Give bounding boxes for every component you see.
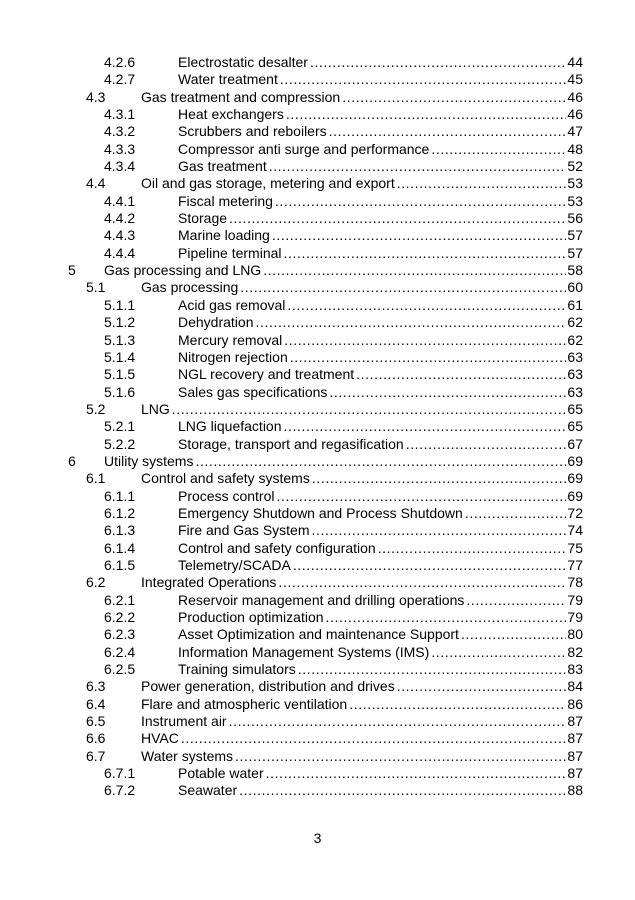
toc-entry-number: 6.1.1 xyxy=(104,487,136,504)
toc-entry-line xyxy=(178,505,583,522)
toc-entry[interactable] xyxy=(0,470,635,487)
toc-entry-page: 62 xyxy=(567,314,583,331)
dot-leader xyxy=(181,730,567,747)
toc-entry-number: 5.1.5 xyxy=(104,366,136,383)
toc-entry-title: Information Management Systems (IMS) xyxy=(178,643,430,660)
toc-entry-number: 6.7 xyxy=(86,747,106,764)
toc-entry-number: 5.2.1 xyxy=(104,418,136,435)
toc-entry-title: Training simulators xyxy=(178,661,296,678)
toc-entry-line xyxy=(104,262,583,279)
toc-entry[interactable] xyxy=(0,175,635,192)
toc-entry-number: 4.3.4 xyxy=(104,158,136,175)
toc-entry-page: 79 xyxy=(567,591,583,608)
dot-leader xyxy=(397,678,567,695)
toc-entry-title: Asset Optimization and maintenance Support xyxy=(178,626,459,643)
toc-entry-line xyxy=(178,314,583,331)
toc-entry-line xyxy=(141,730,583,747)
toc-entry-page: 67 xyxy=(567,435,583,452)
toc-entry-line xyxy=(141,470,583,487)
toc-entry-number: 6.1.5 xyxy=(104,556,136,573)
dot-leader xyxy=(378,540,567,557)
toc-entry-line xyxy=(141,748,583,765)
toc-entry[interactable] xyxy=(0,609,635,626)
dot-leader xyxy=(342,89,566,106)
toc-entry-line xyxy=(178,227,583,244)
dot-leader xyxy=(312,470,567,487)
dot-leader xyxy=(465,505,567,522)
toc-entry-number: 6.1.3 xyxy=(104,522,136,539)
toc-entry[interactable] xyxy=(0,713,635,730)
toc-entry-line xyxy=(178,418,583,435)
toc-entry-title: Flare and atmospheric ventilation xyxy=(141,695,348,712)
toc-entry-page: 83 xyxy=(567,661,583,678)
toc-entry[interactable] xyxy=(0,592,635,609)
toc-entry-line xyxy=(178,609,583,626)
toc-entry-number: 6.5 xyxy=(86,713,106,730)
toc-entry-number: 4.3.3 xyxy=(104,140,136,157)
toc-entry-line xyxy=(141,678,583,695)
toc-entry-number: 5.1 xyxy=(86,279,106,296)
toc-entry[interactable] xyxy=(0,765,635,782)
toc-entry-number: 5.1.4 xyxy=(104,348,136,365)
toc-entry-title: Heat exchangers xyxy=(178,106,284,123)
toc-entry-page: 62 xyxy=(567,331,583,348)
toc-entry-number: 5.2.2 xyxy=(104,435,136,452)
toc-entry[interactable] xyxy=(0,782,635,799)
dot-leader xyxy=(461,626,566,643)
toc-entry-line xyxy=(141,574,583,591)
toc-entry-title: LNG liquefaction xyxy=(178,418,282,435)
toc-entry-line xyxy=(178,488,583,505)
dot-leader xyxy=(276,488,566,505)
toc-entry-title: Gas treatment and compression xyxy=(141,88,341,105)
dot-leader xyxy=(312,522,567,539)
toc-entry-line xyxy=(178,123,583,140)
dot-leader xyxy=(263,262,566,279)
table-of-contents xyxy=(0,54,635,800)
toc-entry-line xyxy=(141,89,583,106)
toc-entry-title: Control and safety systems xyxy=(141,470,310,487)
toc-entry-page: 57 xyxy=(567,244,583,261)
toc-entry-title: Utility systems xyxy=(104,452,194,469)
toc-entry-line xyxy=(141,713,583,730)
toc-entry-page: 65 xyxy=(567,418,583,435)
toc-entry-number: 6.3 xyxy=(86,678,106,695)
dot-leader xyxy=(235,748,566,765)
toc-entry-line xyxy=(141,175,583,192)
toc-entry-title: Scrubbers and reboilers xyxy=(178,123,327,140)
dot-leader xyxy=(240,279,566,296)
dot-leader xyxy=(466,592,566,609)
toc-entry-title: Compressor anti surge and performance xyxy=(178,140,430,157)
dot-leader xyxy=(172,401,567,418)
dot-leader xyxy=(266,765,567,782)
toc-entry[interactable] xyxy=(0,401,635,418)
toc-entry[interactable] xyxy=(0,488,635,505)
toc-entry-number: 6.6 xyxy=(86,730,106,747)
toc-entry-line xyxy=(178,54,583,71)
dot-leader xyxy=(278,574,566,591)
toc-entry-line xyxy=(178,661,583,678)
dot-leader xyxy=(431,141,566,158)
toc-entry[interactable] xyxy=(0,644,635,661)
toc-entry-page: 87 xyxy=(567,713,583,730)
toc-entry-line xyxy=(178,210,583,227)
toc-entry-number: 6.2.5 xyxy=(104,661,136,678)
toc-entry-page: 82 xyxy=(567,643,583,660)
toc-entry-line xyxy=(178,436,583,453)
toc-entry-page: 78 xyxy=(567,574,583,591)
toc-entry-page: 69 xyxy=(567,470,583,487)
toc-entry-line xyxy=(141,696,583,713)
toc-entry[interactable] xyxy=(0,227,635,244)
page-number: 3 xyxy=(313,830,322,846)
toc-entry-title: Oil and gas storage, metering and export xyxy=(141,175,395,192)
toc-entry[interactable] xyxy=(0,384,635,401)
toc-entry-line xyxy=(178,626,583,643)
toc-entry-page: 52 xyxy=(567,158,583,175)
toc-entry-line xyxy=(104,453,583,470)
toc-entry-number: 4.3 xyxy=(86,88,106,105)
toc-entry[interactable] xyxy=(0,193,635,210)
toc-entry-number: 6 xyxy=(68,452,76,469)
toc-entry-page: 53 xyxy=(567,192,583,209)
dot-leader xyxy=(287,297,566,314)
toc-entry-title: LNG xyxy=(141,400,170,417)
toc-entry-page: 63 xyxy=(567,366,583,383)
toc-entry-number: 6.2.4 xyxy=(104,643,136,660)
dot-leader xyxy=(256,314,567,331)
toc-entry[interactable] xyxy=(0,678,635,695)
toc-entry-number: 6.4 xyxy=(86,695,106,712)
toc-entry-title: Nitrogen rejection xyxy=(178,348,288,365)
toc-entry-title: Mercury removal xyxy=(178,331,283,348)
toc-entry-title: Gas treatment xyxy=(178,158,267,175)
toc-entry-line xyxy=(178,297,583,314)
toc-entry-number: 6.1.2 xyxy=(104,504,136,521)
toc-entry[interactable] xyxy=(0,297,635,314)
dot-leader xyxy=(329,384,566,401)
dot-leader xyxy=(397,175,567,192)
toc-entry-number: 5.1.6 xyxy=(104,383,136,400)
toc-entry-page: 72 xyxy=(567,504,583,521)
dot-leader xyxy=(329,123,567,140)
toc-entry[interactable] xyxy=(0,71,635,88)
toc-entry-page: 79 xyxy=(567,609,583,625)
toc-entry[interactable] xyxy=(0,540,635,557)
toc-entry-line xyxy=(178,540,583,557)
toc-entry-number: 4.4.4 xyxy=(104,244,136,261)
toc-entry[interactable] xyxy=(0,89,635,106)
dot-leader xyxy=(239,782,566,799)
toc-entry-page: 87 xyxy=(567,765,583,782)
dot-leader xyxy=(195,453,566,470)
toc-entry-title: Storage, transport and regasification xyxy=(178,435,404,452)
dot-leader xyxy=(293,557,567,574)
toc-entry-line xyxy=(178,141,583,158)
toc-entry[interactable] xyxy=(0,314,635,331)
toc-entry-page: 56 xyxy=(567,210,583,227)
toc-entry-page: 80 xyxy=(567,626,583,643)
toc-entry-title: Water systems xyxy=(141,747,234,764)
toc-entry-page: 86 xyxy=(567,695,583,712)
toc-entry[interactable] xyxy=(0,332,635,349)
dot-leader xyxy=(275,193,567,210)
toc-entry-title: Telemetry/SCADA xyxy=(178,556,291,573)
toc-entry[interactable] xyxy=(0,748,635,765)
toc-entry-number: 4.4.3 xyxy=(104,227,136,244)
toc-entry-page: 69 xyxy=(567,487,583,504)
toc-entry-line xyxy=(178,245,583,262)
dot-leader xyxy=(269,158,567,175)
toc-entry-title: Power generation, distribution and drives xyxy=(141,678,395,695)
dot-leader xyxy=(298,661,567,678)
toc-entry-page: 88 xyxy=(567,782,583,799)
toc-entry[interactable] xyxy=(0,661,635,678)
toc-entry-number: 4.4 xyxy=(86,175,106,192)
dot-leader xyxy=(286,106,567,123)
toc-entry[interactable] xyxy=(0,418,635,435)
toc-entry-title: Marine loading xyxy=(178,227,270,244)
toc-entry-page: 87 xyxy=(567,730,583,747)
toc-entry-page: 63 xyxy=(567,348,583,365)
dot-leader xyxy=(229,210,566,227)
toc-entry-line xyxy=(178,158,583,175)
toc-entry-page: 46 xyxy=(567,106,583,123)
toc-entry[interactable] xyxy=(0,366,635,383)
toc-entry-title: Fire and Gas System xyxy=(178,522,310,539)
toc-entry-line xyxy=(178,644,583,661)
toc-entry-title: Seawater xyxy=(178,782,238,799)
toc-entry-page: 44 xyxy=(567,54,583,70)
dot-leader xyxy=(310,54,566,71)
toc-entry-title: Electrostatic desalter xyxy=(178,54,308,70)
toc-entry-line xyxy=(178,592,583,609)
toc-entry[interactable] xyxy=(0,245,635,262)
toc-entry[interactable] xyxy=(0,626,635,643)
toc-entry[interactable] xyxy=(0,522,635,539)
dot-leader xyxy=(284,418,567,435)
toc-entry-number: 4.4.1 xyxy=(104,192,136,209)
dot-leader xyxy=(326,609,567,626)
toc-entry-page: 65 xyxy=(567,400,583,417)
toc-entry-title: Gas processing and LNG xyxy=(104,262,262,279)
toc-entry[interactable] xyxy=(0,106,635,123)
toc-entry-title: Process control xyxy=(178,487,275,504)
toc-entry-number: 6.2.1 xyxy=(104,591,136,608)
toc-entry[interactable] xyxy=(0,158,635,175)
toc-entry-page: 47 xyxy=(567,123,583,140)
toc-entry[interactable] xyxy=(0,730,635,747)
toc-entry-page: 63 xyxy=(567,383,583,400)
toc-entry-page: 75 xyxy=(567,539,583,556)
toc-entry[interactable] xyxy=(0,262,635,279)
toc-entry-title: Production optimization xyxy=(178,609,324,625)
toc-entry-line xyxy=(178,522,583,539)
toc-entry-title: Gas processing xyxy=(141,279,239,296)
toc-entry-line xyxy=(178,349,583,366)
toc-entry-page: 60 xyxy=(567,279,583,296)
toc-entry-title: Storage xyxy=(178,210,228,227)
dot-leader xyxy=(272,227,567,244)
toc-entry-number: 6.2.3 xyxy=(104,626,136,643)
toc-entry-title: Emergency Shutdown and Process Shutdown xyxy=(178,504,463,521)
toc-entry-number: 4.2.7 xyxy=(104,71,136,88)
toc-entry[interactable] xyxy=(0,453,635,470)
toc-entry-page: 45 xyxy=(567,71,583,88)
dot-leader xyxy=(280,71,567,88)
toc-entry[interactable] xyxy=(0,557,635,574)
toc-entry-number: 6.1 xyxy=(86,470,106,487)
toc-entry-number: 5.2 xyxy=(86,400,106,417)
toc-entry-title: Potable water xyxy=(178,765,264,782)
toc-entry-line xyxy=(178,366,583,383)
dot-leader xyxy=(284,332,566,349)
toc-entry-page: 58 xyxy=(567,262,583,279)
toc-entry[interactable] xyxy=(0,210,635,227)
toc-entry-page: 84 xyxy=(567,678,583,695)
toc-entry-line xyxy=(178,106,583,123)
toc-entry[interactable] xyxy=(0,279,635,296)
toc-entry-number: 6.1.4 xyxy=(104,539,136,556)
toc-entry-page: 53 xyxy=(567,175,583,192)
toc-entry-line xyxy=(178,557,583,574)
toc-entry-number: 4.3.1 xyxy=(104,106,136,123)
toc-entry-title: Fiscal metering xyxy=(178,192,273,209)
toc-entry-line xyxy=(178,782,583,799)
toc-entry-page: 69 xyxy=(567,452,583,469)
toc-entry[interactable] xyxy=(0,123,635,140)
toc-entry-page: 46 xyxy=(567,88,583,105)
toc-entry-line xyxy=(178,765,583,782)
toc-entry-number: 4.4.2 xyxy=(104,210,136,227)
toc-entry-title: Sales gas specifications xyxy=(178,383,328,400)
toc-entry-title: Pipeline terminal xyxy=(178,244,282,261)
toc-entry-line xyxy=(178,384,583,401)
toc-entry-page: 77 xyxy=(567,556,583,573)
toc-entry[interactable] xyxy=(0,349,635,366)
toc-entry-number: 5.1.3 xyxy=(104,331,136,348)
toc-entry-page: 48 xyxy=(567,140,583,157)
toc-entry-title: HVAC xyxy=(141,730,179,747)
toc-entry-title: Water treatment xyxy=(178,71,278,88)
toc-entry-title: Instrument air xyxy=(141,713,227,730)
dot-leader xyxy=(229,713,567,730)
toc-entry-title: Acid gas removal xyxy=(178,296,286,313)
toc-entry[interactable] xyxy=(0,696,635,713)
toc-entry-line xyxy=(178,71,583,88)
toc-entry-page: 61 xyxy=(567,296,583,313)
dot-leader xyxy=(406,436,567,453)
toc-entry-number: 6.2 xyxy=(86,574,106,591)
toc-entry-line xyxy=(141,401,583,418)
toc-entry-number: 5 xyxy=(68,262,76,279)
toc-entry-title: Integrated Operations xyxy=(141,574,277,591)
toc-entry-number: 6.7.2 xyxy=(104,782,136,799)
toc-entry[interactable] xyxy=(0,574,635,591)
toc-entry[interactable] xyxy=(0,54,635,71)
toc-entry-title: Reservoir management and drilling operations xyxy=(178,591,465,608)
toc-entry-line xyxy=(141,279,583,296)
toc-entry-line xyxy=(178,332,583,349)
toc-entry[interactable] xyxy=(0,436,635,453)
toc-entry-page: 87 xyxy=(567,747,583,764)
toc-entry-line xyxy=(178,193,583,210)
toc-entry-number: 5.1.1 xyxy=(104,296,136,313)
toc-entry-title: NGL recovery and treatment xyxy=(178,366,355,383)
dot-leader xyxy=(284,245,567,262)
toc-entry-number: 6.7.1 xyxy=(104,765,136,782)
dot-leader xyxy=(431,644,566,661)
toc-entry[interactable] xyxy=(0,505,635,522)
toc-entry-number: 4.3.2 xyxy=(104,123,136,140)
dot-leader xyxy=(349,696,566,713)
toc-entry-page: 74 xyxy=(567,522,583,539)
dot-leader xyxy=(290,349,567,366)
toc-entry-number: 6.2.2 xyxy=(104,609,136,625)
toc-entry-number: 5.1.2 xyxy=(104,314,136,331)
toc-entry-page: 57 xyxy=(567,227,583,244)
toc-entry-title: Control and safety configuration xyxy=(178,539,376,556)
toc-entry-title: Dehydration xyxy=(178,314,254,331)
toc-entry-number: 4.2.6 xyxy=(104,54,136,70)
toc-entry[interactable] xyxy=(0,141,635,158)
dot-leader xyxy=(356,366,566,383)
